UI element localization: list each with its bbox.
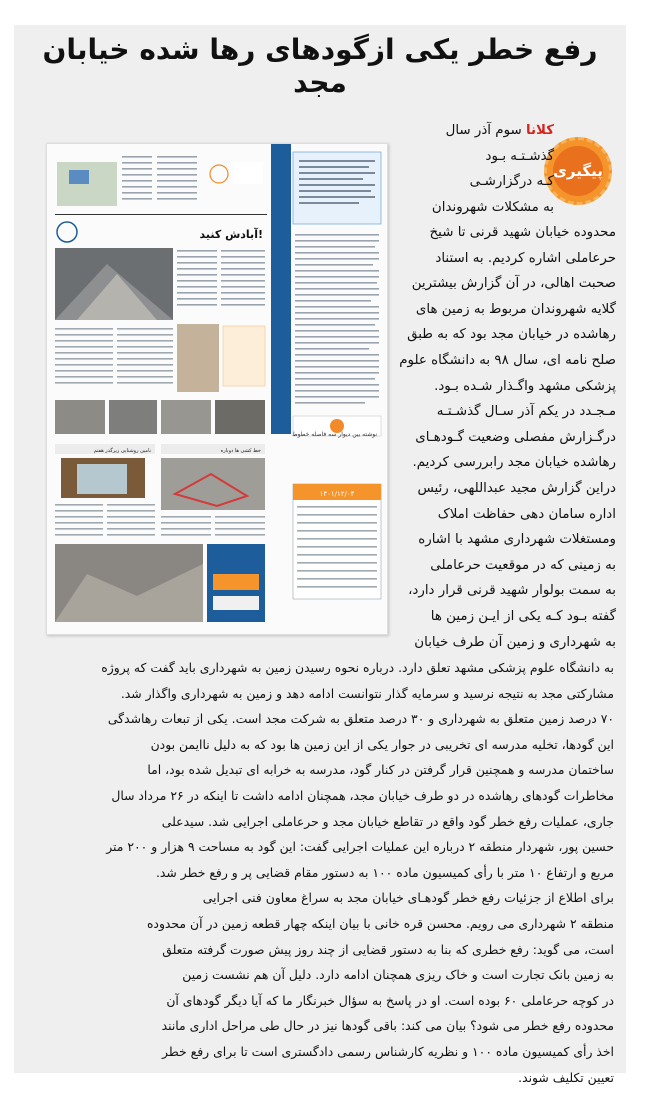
article-line: اخذ رأی کمیسیون ماده ۱۰۰ و نظریه کارشناس رسمی دادگستری است تا برای رفع خطر — [162, 1043, 614, 1059]
article-line: مـجـدد در یکم آذر سـال گذشـتـه — [436, 404, 616, 420]
article-line: جاری، عملیات رفع خطر گود واقع در تقاطع خیابان مجد و حرعاملی اجرایی شد. سیدعلی — [161, 813, 614, 829]
article-line: حرعاملی اشاره کردیم. به استناد — [435, 250, 616, 266]
article-line: مربع و ارتفاع ۱۰ متر با رأی کمیسیون ماده ۱۰۰ به دستور مقام قضایی پر و رفع خطر شد. — [155, 864, 614, 880]
article-line: این گودها، تخلیه مدرسه ای تخریبی در جوار یکی از این زمین ها بود که به دلیل ناایمن بودن — [150, 736, 614, 752]
article-line: به شهرداری و زمین آن طرف خیابان — [414, 634, 616, 650]
article-line: گفته بـود کـه یکی از ایـن زمین ها — [430, 608, 616, 624]
thumb-caption-2: نامین روشنایی زیرگذر هفتم — [93, 448, 151, 454]
article-intro-narrow — [384, 118, 554, 220]
thumb-story-title: آبادش کنید! — [199, 228, 263, 241]
article-page — [14, 25, 626, 1085]
article-line: در کوچه حرعاملی ۶۰ بوده است. او در پاسخ به سؤال خبرنگار ما که آیا دیگر گودهای آن — [166, 992, 614, 1008]
article-line: مخاطرات گودهای رهاشده در دو طرف خیابان مجد، همچنان ادامه داشت تا اینکه در ۲۶ مرداد سال — [111, 787, 614, 803]
article-line: به زمینی که در موقعیت حرعاملی — [430, 557, 616, 573]
article-line: گذشـتـه بـود — [485, 148, 554, 164]
followup-badge — [544, 137, 612, 205]
headline: رفع خطر یکی ازگودهای رها شده خیابان مجد — [42, 33, 598, 99]
article-line: ساختمان مدرسه و همچنین قرار گرفتن در کنار گود، مدرسه به خرابه ای تبدیل شده بود، اما — [147, 762, 614, 778]
article-line: برای اطلاع از جزئیات رفع خطر گودهـای خیابان مجد به سراغ معاون فنی اجرایی — [202, 890, 614, 906]
article-line: دراین گزارش مجید عبداللهی، رئیس — [417, 480, 616, 496]
article-line: کـه درگزارشـی — [469, 174, 554, 190]
article-line: به سمت بولوار شهید قرنی قرار دارد، — [408, 583, 616, 599]
previous-report-thumbnail — [46, 143, 388, 635]
article-line: درگـزارش مفصلی وضعیت گـودهـای — [415, 429, 616, 445]
article-line: حسین پور، شهردار منطقه ۲ درباره این عملیات اجرایی گفت: این گود به مساحت ۹ هزار و ۲۰۰ متر — [106, 839, 614, 855]
article-line: به دانشگاه علوم پزشکی مشهد تعلق دارد. درباره نحوه رسیدن زمین به شهرداری باید گفت که پروژه — [101, 660, 614, 675]
article-line: ۷۰ درصد زمین متعلق به شهرداری و ۳۰ درصد متعلق به شرکت مجد است. یکی از تبعات رهاشدگی — [107, 711, 614, 727]
article-line: به زمین بانک تجارت است و خاک ریزی همچنان ادامه دارد. دلیل آن هم نشست زمین — [182, 967, 614, 983]
article-line: رهاشده خیابان مجد رابررسی کردیم. — [412, 455, 616, 471]
thumb-box-date: ۱۴۰۱/۱۲/۰۴ — [319, 490, 355, 498]
article-line: است، می گوید: رفع خطری که بنا به دستور قضایی از چند روز پیش صورت گرفته متعلق — [162, 941, 614, 957]
article-line: تعیین تکلیف شوند. — [518, 1069, 614, 1085]
source-tag: کلانا — [525, 123, 554, 138]
article-line: رهاشده در خیابان مجد بود که به طبق — [407, 327, 616, 343]
article-column-right — [384, 220, 616, 655]
article-line: محدوده رفع خطر می شود؟ بیان می کند: باقی گودها نیز در حال طی مراحل اداری مانند — [161, 1018, 614, 1034]
followup-badge-label: پیگیری — [553, 146, 603, 196]
article-line: مشارکتی مجد به نتیجه نرسید و سرمایه گذار نتوانست ادامه دهد و زمین به شهرداری واگذار شد. — [120, 685, 614, 701]
article-line: صلح نامه ای، سال ۹۸ به دانشگاه علوم — [399, 352, 616, 368]
article-line: محدوده خیابان شهید قرنی تا شیخ — [429, 225, 616, 240]
article-line: پزشکی مشهد واگـذار شـده بـود. — [434, 378, 616, 394]
thumb-caption-1: خط کشی ها دوباره — [220, 448, 261, 454]
article-line: گلایه شهروندان مربوط به زمین های — [415, 301, 616, 317]
article-line: کلانا سوم آذر سال — [445, 123, 554, 138]
article-line: صحبت اهالی، در آن گزارش بیشترین — [411, 276, 616, 292]
article-line: به مشکلات شهروندان — [431, 199, 554, 215]
article-line: ومستغلات شهرداری مشهد با اشاره — [418, 532, 616, 548]
article-body-full — [30, 655, 614, 1090]
article-line: منطقه ۲ شهرداری می رویم. محسن قره خانی با بیان اینکه چهار قطعه زمین در آن محدوده — [146, 915, 614, 931]
article-line: اداره سامان دهی حفاظت املاک — [437, 506, 616, 522]
thumb-box-title: نوشته بین دیوار سه فاصله خطوط — [292, 431, 377, 438]
